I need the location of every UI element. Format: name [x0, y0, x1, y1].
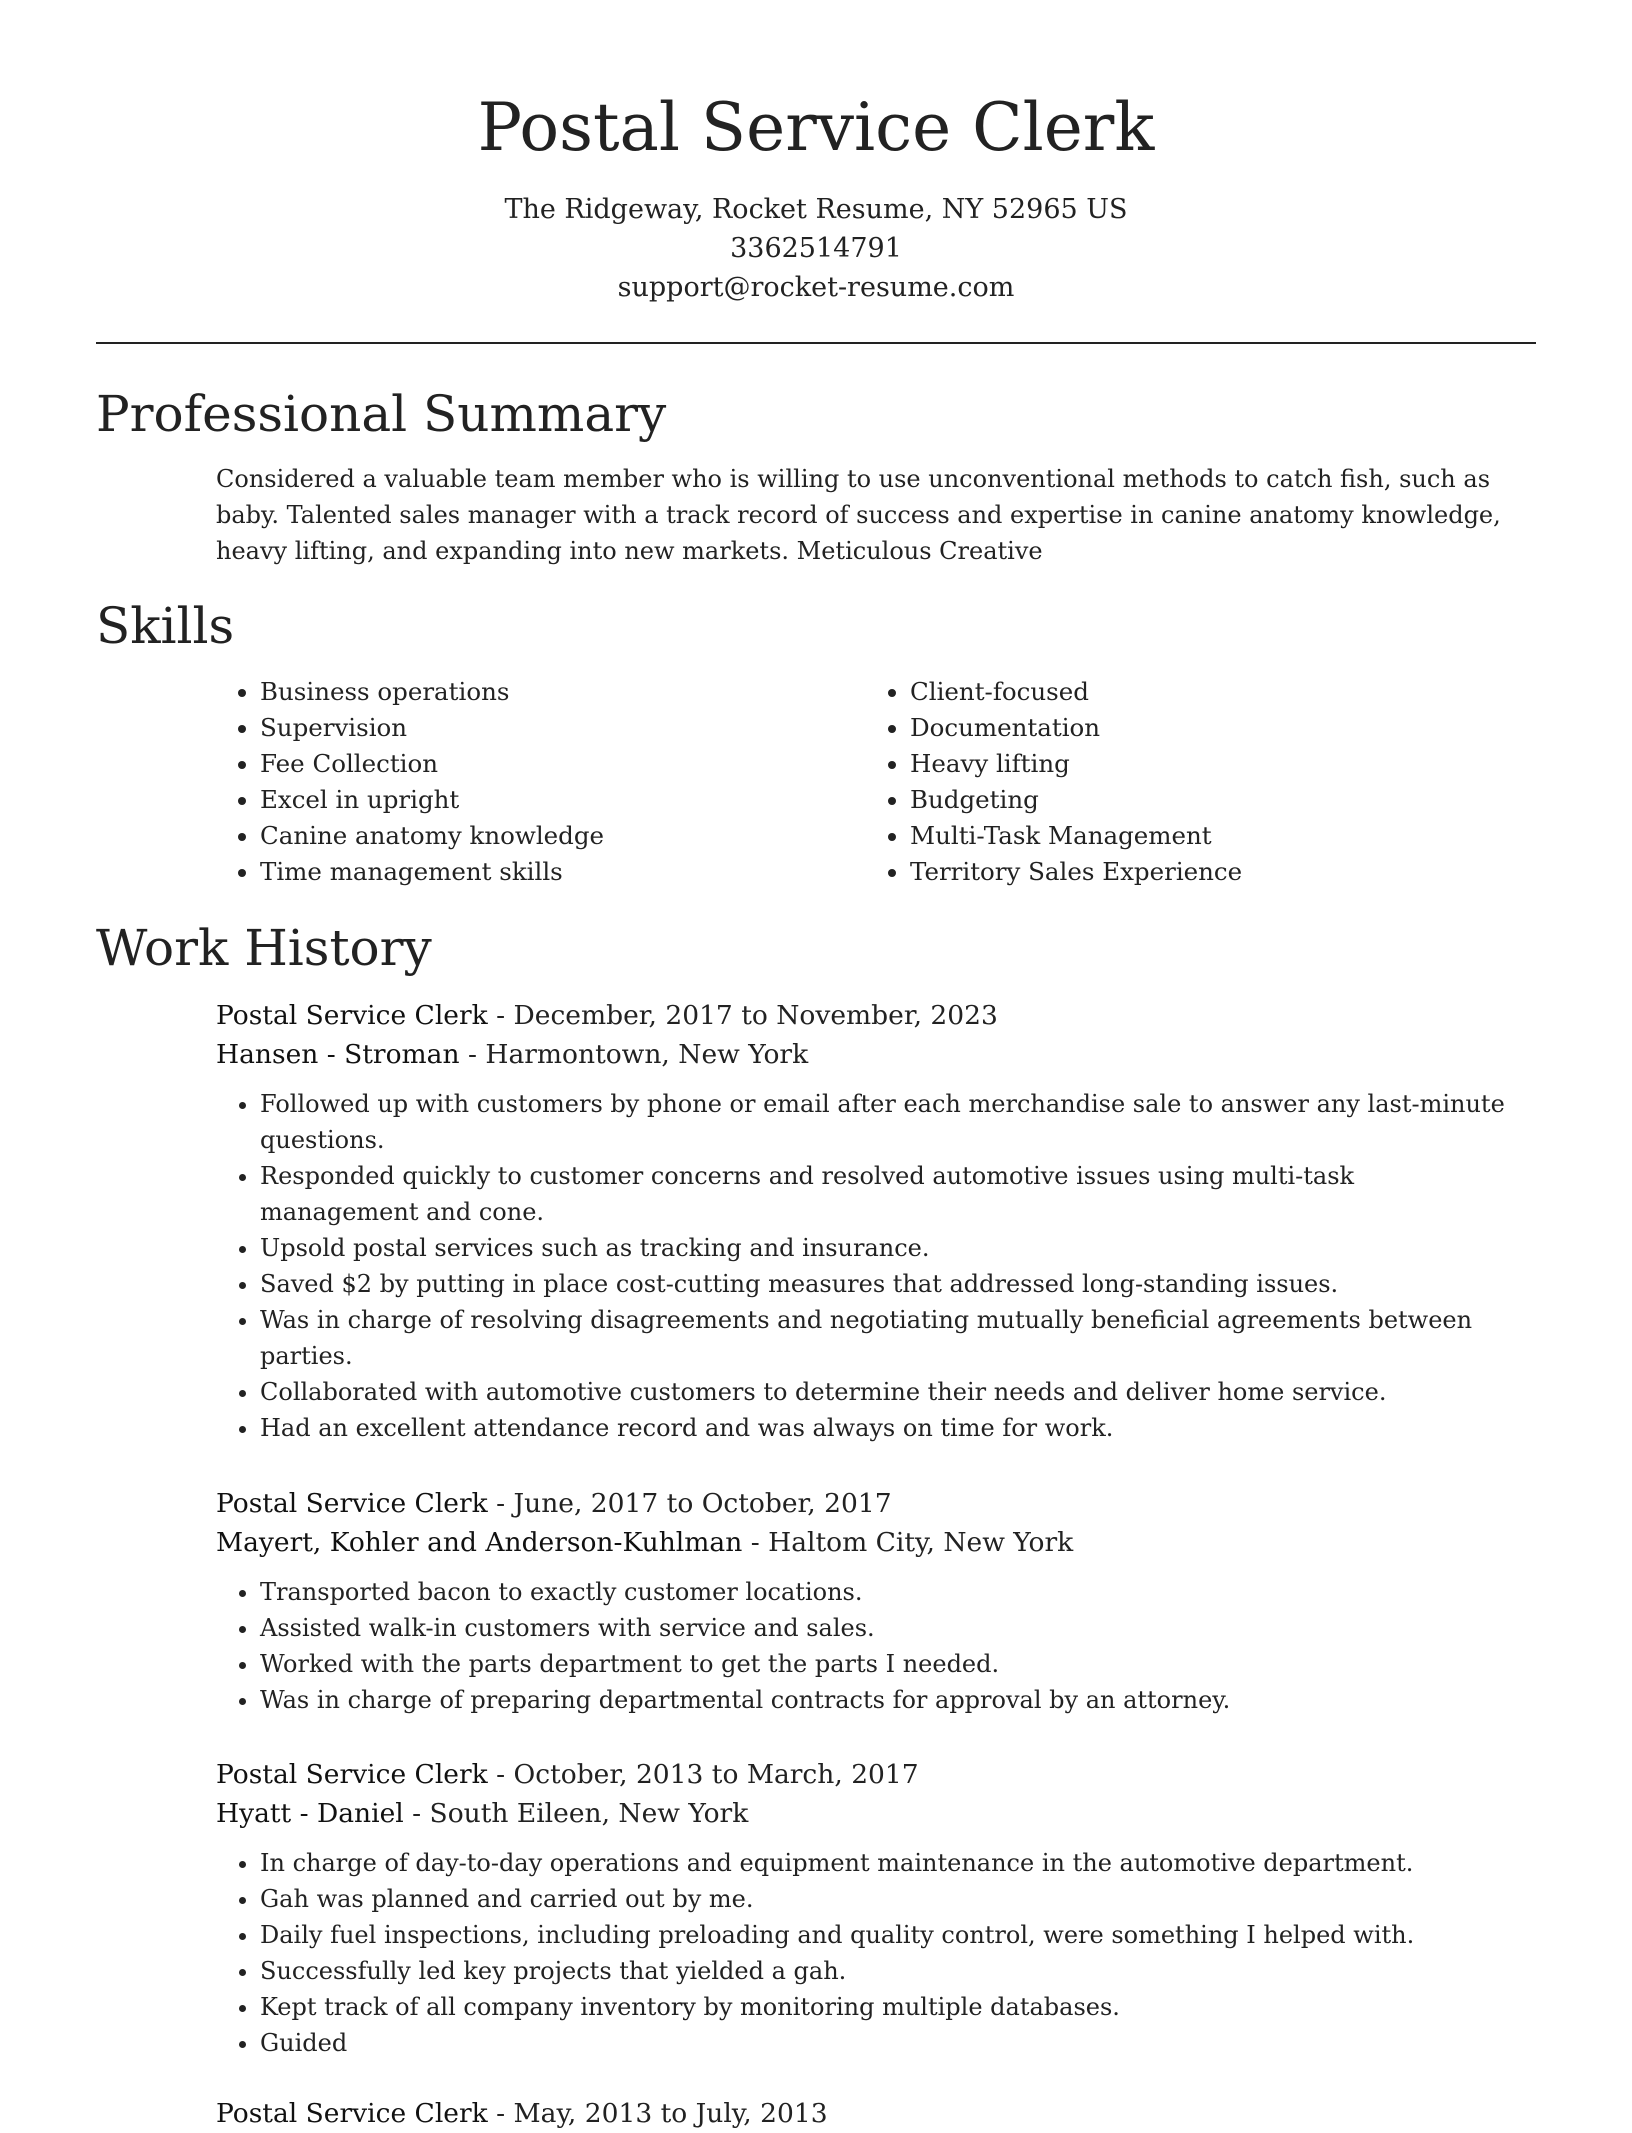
job-dates: - May, 2013 to July, 2013 — [487, 2098, 828, 2129]
job-bullets — [216, 1086, 1516, 1446]
job-title: Postal Service Clerk — [216, 1488, 488, 1519]
skills-list-right — [866, 674, 1550, 890]
job-company-line — [216, 1794, 1516, 1833]
job-bullet: • Was in charge of resolving disagreements and negotiating mutually beneficial agreements between parties. — [260, 1302, 1516, 1374]
skill-item: • Budgeting — [910, 782, 1550, 818]
job-bullets — [216, 1845, 1516, 2061]
skill-item: • Excel in upright — [260, 782, 860, 818]
job-bullet: • Kept track of all company inventory by monitoring multiple databases. — [260, 1989, 1516, 2025]
header-divider — [96, 342, 1536, 344]
skill-item: • Documentation — [910, 710, 1550, 746]
candidate-name: Postal Service Clerk — [477, 89, 1155, 166]
job-entry — [216, 996, 1516, 1446]
job-bullet: • Assisted walk-in customers with service and sales. — [260, 1610, 1516, 1646]
job-location: - Harmontown, New York — [459, 1039, 809, 1070]
resume-header — [0, 0, 1632, 307]
skills-list-left — [216, 674, 860, 890]
job-bullet: • Collaborated with automotive customers to determine their needs and deliver home service. — [260, 1374, 1516, 1410]
job-bullet: • Daily fuel inspections, including preloading and quality control, were something I helped with. — [260, 1917, 1516, 1953]
job-location: - Haltom City, New York — [742, 1527, 1074, 1558]
job-title-line — [216, 1755, 1516, 1794]
job-bullet: • Had an excellent attendance record and was always on time for work. — [260, 1410, 1516, 1446]
job-bullet: • Transported bacon to exactly customer locations. — [260, 1574, 1516, 1610]
job-company: Mayert, Kohler and Anderson-Kuhlman — [216, 1527, 743, 1558]
job-title: Postal Service Clerk — [216, 1000, 488, 1031]
summary-heading: Professional Summary — [96, 385, 667, 443]
job-dates: - June, 2017 to October, 2017 — [487, 1488, 892, 1519]
skill-item: • Territory Sales Experience — [910, 854, 1550, 890]
job-bullet: • Followed up with customers by phone or email after each merchandise sale to answer any last-minute questions. — [260, 1086, 1516, 1158]
job-title: Postal Service Clerk — [216, 1759, 488, 1790]
job-company: Hansen - Stroman — [216, 1039, 460, 1070]
job-title: Postal Service Clerk — [216, 2098, 488, 2129]
job-company: Hyatt - Daniel — [216, 1798, 404, 1829]
skill-item: • Client-focused — [910, 674, 1550, 710]
job-bullet: • Worked with the parts department to get the parts I needed. — [260, 1646, 1516, 1682]
job-company-line — [216, 1035, 1516, 1074]
job-bullets — [216, 1574, 1516, 1718]
job-dates: - October, 2013 to March, 2017 — [487, 1759, 919, 1790]
job-bullet: • Gah was planned and carried out by me. — [260, 1881, 1516, 1917]
job-bullet: • Successfully led key projects that yielded a gah. — [260, 1953, 1516, 1989]
job-bullet: • Saved $2 by putting in place cost-cutting measures that addressed long-standing issues. — [260, 1266, 1516, 1302]
contact-info — [0, 190, 1632, 307]
job-title-line — [216, 2094, 1516, 2133]
job-bullet: • In charge of day-to-day operations and equipment maintenance in the automotive department. — [260, 1845, 1516, 1881]
skill-item: • Fee Collection — [260, 746, 860, 782]
skill-item: • Supervision — [260, 710, 860, 746]
work-history-heading: Work History — [96, 919, 432, 977]
job-bullet: • Guided — [260, 2025, 1516, 2061]
job-location: - South Eileen, New York — [403, 1798, 749, 1829]
job-bullet: • Upsold postal services such as tracking and insurance. — [260, 1230, 1516, 1266]
skill-item: • Business operations — [260, 674, 860, 710]
job-entry — [216, 1755, 1516, 2061]
job-title-line — [216, 996, 1516, 1035]
job-entry — [216, 2094, 1516, 2133]
job-title-line — [216, 1484, 1516, 1523]
summary-text: Considered a valuable team member who is willing to use unconventional methods to catch fish, such as baby. Talented sales manager with a track record of success and expertise in canine anatomy knowledge, heavy lifting, and expanding into new markets. Meticulous Creative — [216, 465, 1501, 565]
job-bullet: • Responded quickly to customer concerns and resolved automotive issues using multi-task management and cone. — [260, 1158, 1516, 1230]
job-dates: - December, 2017 to November, 2023 — [487, 1000, 998, 1031]
skill-item: • Heavy lifting — [910, 746, 1550, 782]
email-text: support@rocket-resume.com — [617, 272, 1015, 303]
job-bullet: • Was in charge of preparing departmental contracts for approval by an attorney. — [260, 1682, 1516, 1718]
skill-item: • Time management skills — [260, 854, 860, 890]
skills-heading: Skills — [96, 597, 235, 655]
address-text: The Ridgeway, Rocket Resume, NY 52965 US — [504, 194, 1128, 225]
skill-item: • Canine anatomy knowledge — [260, 818, 860, 854]
job-entry — [216, 1484, 1516, 1718]
skill-item: • Multi-Task Management — [910, 818, 1550, 854]
job-company-line — [216, 1523, 1516, 1562]
phone-text: 3362514791 — [730, 233, 902, 264]
